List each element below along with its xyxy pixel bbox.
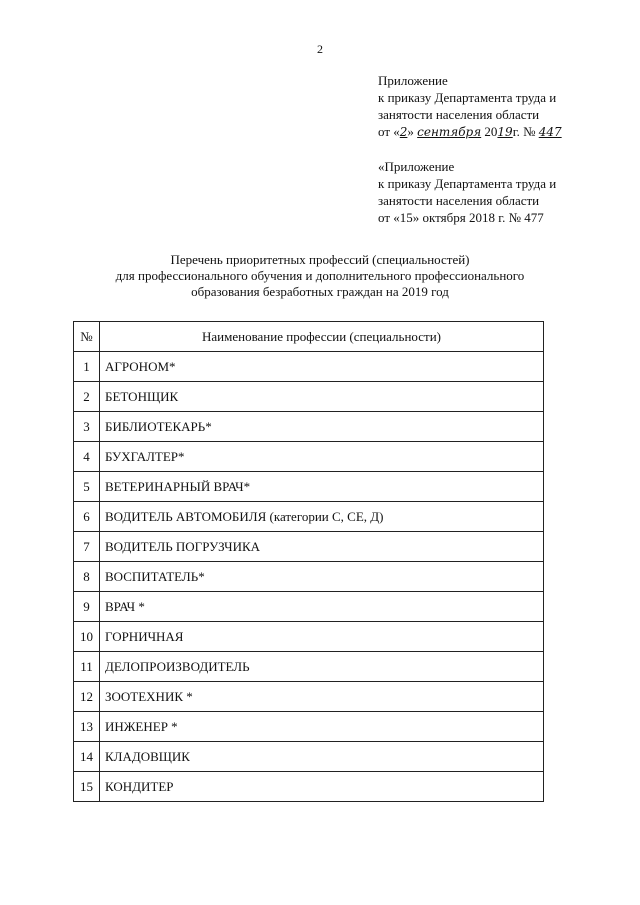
appendix-header-current [378,72,633,141]
date-year-prefix: 20 [481,124,498,139]
row-number: 8 [74,562,100,592]
row-number: 11 [74,652,100,682]
date-year-handwritten: 19 [497,125,513,139]
header-number: № [74,322,100,352]
row-profession: ВОДИТЕЛЬ АВТОМОБИЛЯ (категории С, СЕ, Д) [100,502,544,532]
row-number: 5 [74,472,100,502]
date-tail: г. № [512,124,536,139]
appendix-line-1: Приложение [378,73,448,88]
row-number: 1 [74,352,100,382]
title-line-2: для профессионального обучения и дополнительного профессионального [115,268,525,283]
table-row [74,622,544,652]
date-month-handwritten: сентября [417,125,482,139]
row-profession: БИБЛИОТЕКАРЬ* [100,412,544,442]
date-prefix: от « [378,124,400,139]
professions-table [73,321,544,802]
row-profession: АГРОНОМ* [100,352,544,382]
appendix-line-3: занятости населения области [378,107,540,122]
appendix-header-previous [378,158,633,226]
appendix-prev-line-4: от «15» октября 2018 г. № 477 [378,210,544,225]
title-line-3: образования безработных граждан на 2019 год [191,284,449,299]
row-profession: БЕТОНЩИК [100,382,544,412]
appendix-line-2: к приказу Департамента труда и [378,90,557,105]
table-row [74,712,544,742]
row-profession: ВРАЧ * [100,592,544,622]
title-line-1: Перечень приоритетных профессий (специальностей) [170,252,470,267]
table-row [74,382,544,412]
row-number: 2 [74,382,100,412]
table-row [74,742,544,772]
row-number: 4 [74,442,100,472]
row-number: 6 [74,502,100,532]
row-profession: КЛАДОВЩИК [100,742,544,772]
row-profession: ЗООТЕХНИК * [100,682,544,712]
table-row [74,352,544,382]
header-profession-name: Наименование профессии (специальности) [100,322,544,352]
row-profession: ВОДИТЕЛЬ ПОГРУЗЧИКА [100,532,544,562]
row-number: 7 [74,532,100,562]
row-profession: ДЕЛОПРОИЗВОДИТЕЛЬ [100,652,544,682]
row-profession: ГОРНИЧНАЯ [100,622,544,652]
table-row [74,472,544,502]
table-row [74,772,544,802]
row-profession: КОНДИТЕР [100,772,544,802]
row-number: 10 [74,622,100,652]
table-row [74,442,544,472]
date-mid: » [407,124,418,139]
table-row [74,502,544,532]
row-profession: ИНЖЕНЕР * [100,712,544,742]
page-number: 2 [317,42,323,56]
row-number: 15 [74,772,100,802]
table-row [74,682,544,712]
row-number: 3 [74,412,100,442]
table-body [74,352,544,802]
table-row [74,592,544,622]
table-row [74,562,544,592]
order-number-handwritten: 447 [538,125,562,139]
table-row [74,412,544,442]
table-row [74,532,544,562]
appendix-prev-line-1: «Приложение [378,159,455,174]
date-day-handwritten: 2 [399,125,408,139]
table-header-row [74,322,544,352]
table-row [74,652,544,682]
row-profession: БУХГАЛТЕР* [100,442,544,472]
appendix-prev-line-3: занятости населения области [378,193,540,208]
row-number: 14 [74,742,100,772]
row-profession: ВОСПИТАТЕЛЬ* [100,562,544,592]
row-number: 13 [74,712,100,742]
row-number: 9 [74,592,100,622]
document-title [60,252,580,300]
appendix-date-line [378,123,633,141]
row-profession: ВЕТЕРИНАРНЫЙ ВРАЧ* [100,472,544,502]
appendix-prev-line-2: к приказу Департамента труда и [378,176,557,191]
row-number: 12 [74,682,100,712]
